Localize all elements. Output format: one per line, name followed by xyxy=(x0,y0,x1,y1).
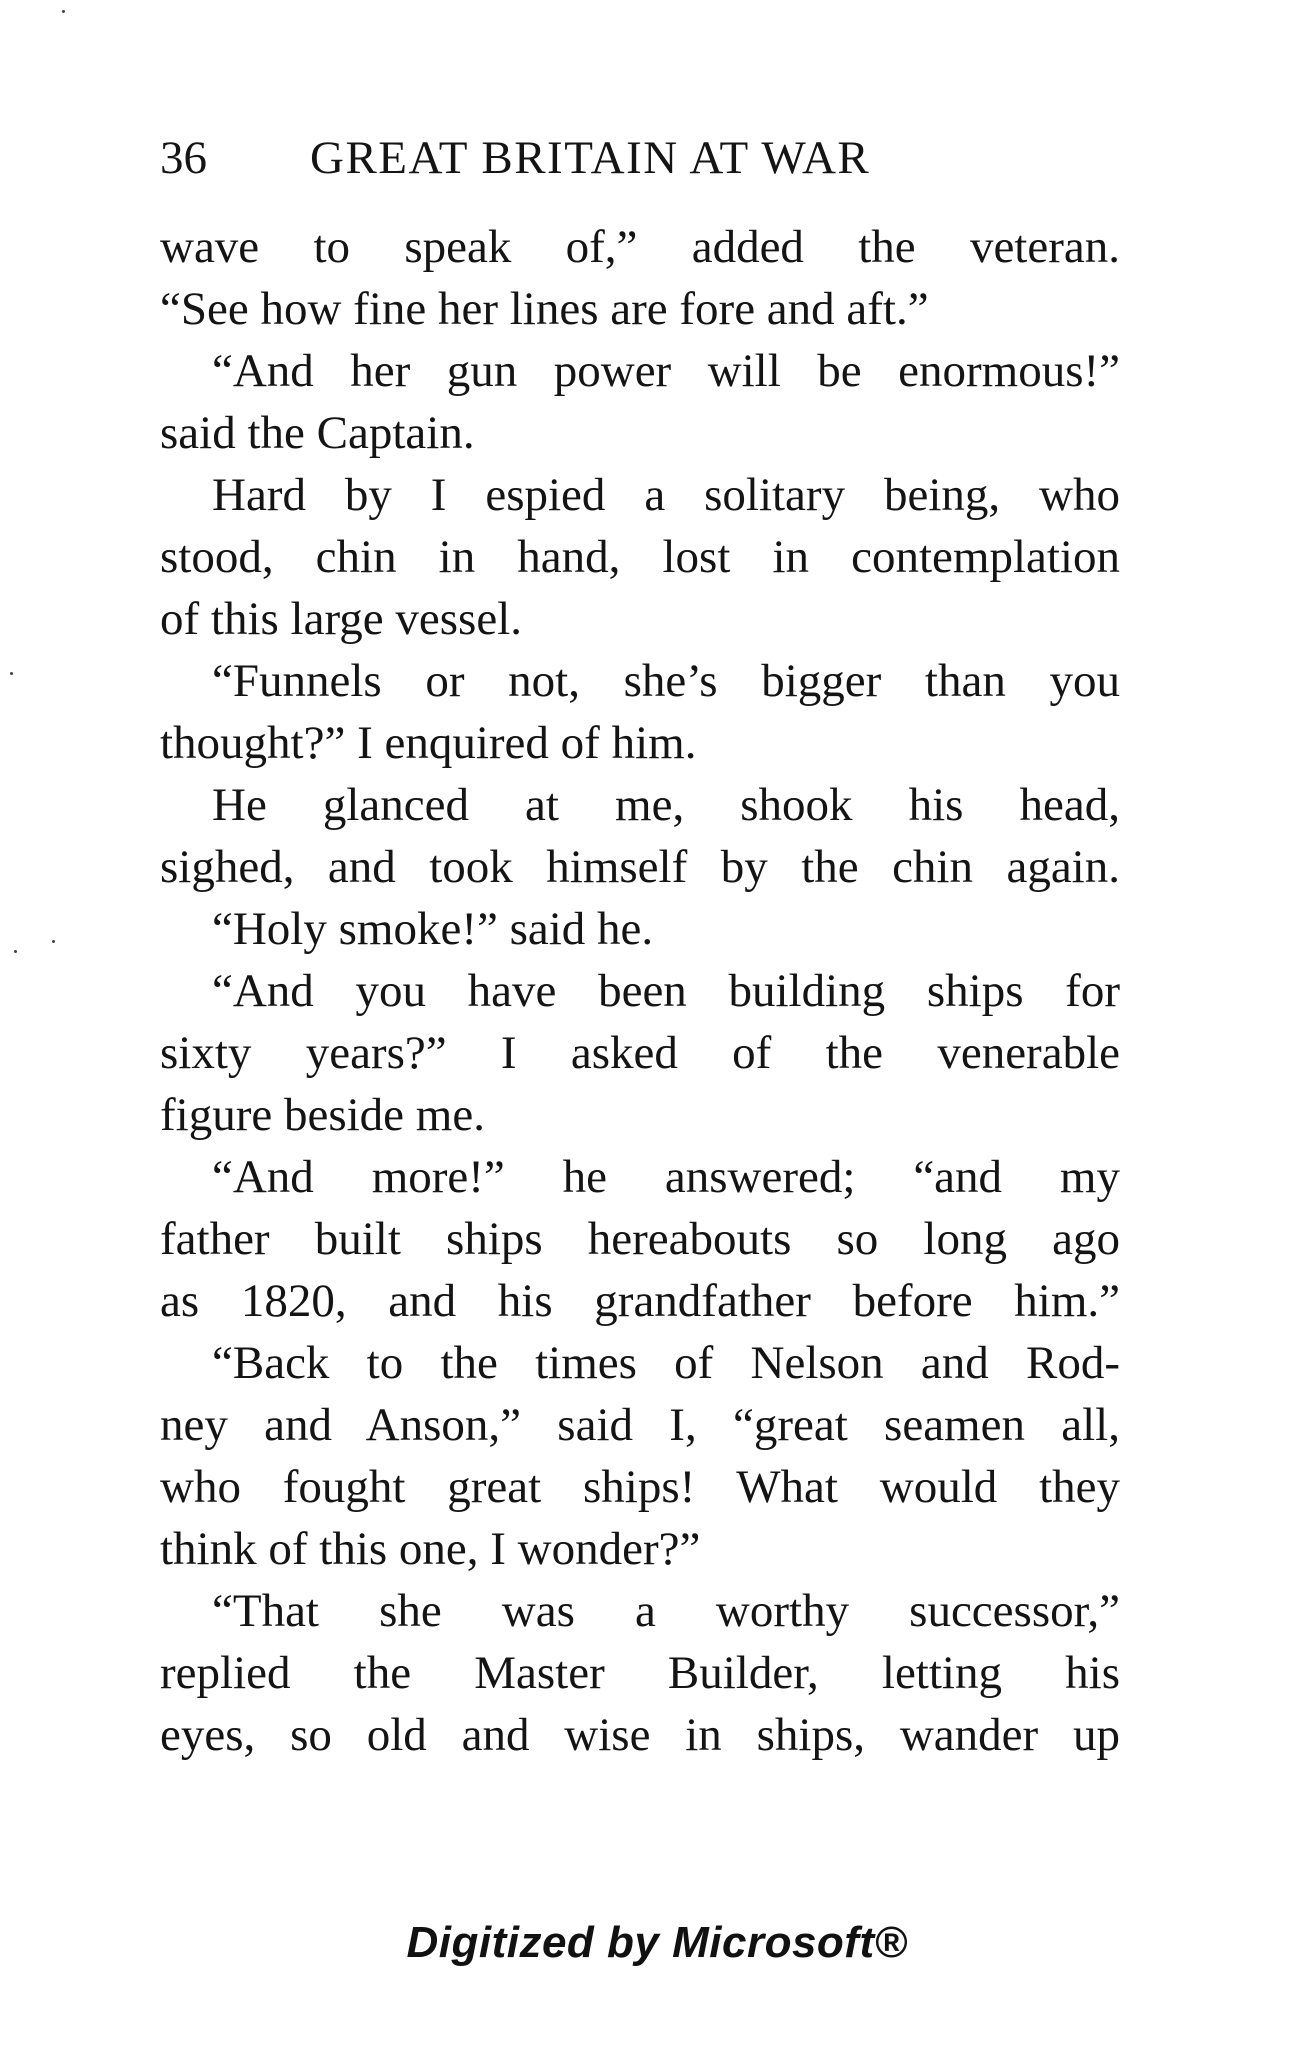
page-number: 36 xyxy=(160,132,207,184)
text-line: stood, chin in hand, lost in contemplation xyxy=(160,531,1120,583)
text-line: father built ships hereabouts so long ago xyxy=(160,1213,1120,1265)
text-line: “See how fine her lines are fore and aft.” xyxy=(160,283,929,335)
text-line: as 1820, and his grandfather before him.” xyxy=(160,1275,1120,1327)
text-line: of this large vessel. xyxy=(160,593,523,645)
text-line: sixty years?” I asked of the venerable xyxy=(160,1027,1120,1079)
text-line: think of this one, I wonder?” xyxy=(160,1523,701,1575)
text-line: ney and Anson,” said I, “great seamen all, xyxy=(160,1399,1120,1451)
text-line: figure beside me. xyxy=(160,1089,485,1141)
running-title: GREAT BRITAIN AT WAR xyxy=(310,132,871,184)
scan-speck xyxy=(10,672,13,675)
text-line: “And more!” he answered; “and my xyxy=(212,1151,1120,1203)
text-line: who fought great ships! What would they xyxy=(160,1461,1120,1513)
running-head xyxy=(160,128,1120,188)
text-line: wave to speak of,” added the veteran. xyxy=(160,221,1120,273)
text-line: “Back to the times of Nelson and Rod- xyxy=(212,1337,1120,1389)
scan-speck xyxy=(14,950,17,953)
text-line: sighed, and took himself by the chin again. xyxy=(160,841,1120,893)
text-line: “And you have been building ships for xyxy=(212,965,1120,1017)
text-line: Hard by I espied a solitary being, who xyxy=(212,469,1120,521)
text-line: thought?” I enquired of him. xyxy=(160,717,697,769)
text-line: “That she was a worthy successor,” xyxy=(212,1585,1120,1637)
text-line: “Funnels or not, she’s bigger than you xyxy=(212,655,1120,707)
scan-speck xyxy=(52,940,55,943)
digitized-watermark: Digitized by Microsoft® xyxy=(406,1918,908,1967)
body-text xyxy=(160,216,1120,1766)
text-line: “And her gun power will be enormous!” xyxy=(212,345,1120,397)
text-line: said the Captain. xyxy=(160,407,475,459)
text-line: replied the Master Builder, letting his xyxy=(160,1647,1120,1699)
text-line: “Holy smoke!” said he. xyxy=(212,903,654,955)
scan-speck xyxy=(62,10,65,13)
text-line: eyes, so old and wise in ships, wander up xyxy=(160,1709,1120,1761)
text-line: He glanced at me, shook his head, xyxy=(212,779,1120,831)
